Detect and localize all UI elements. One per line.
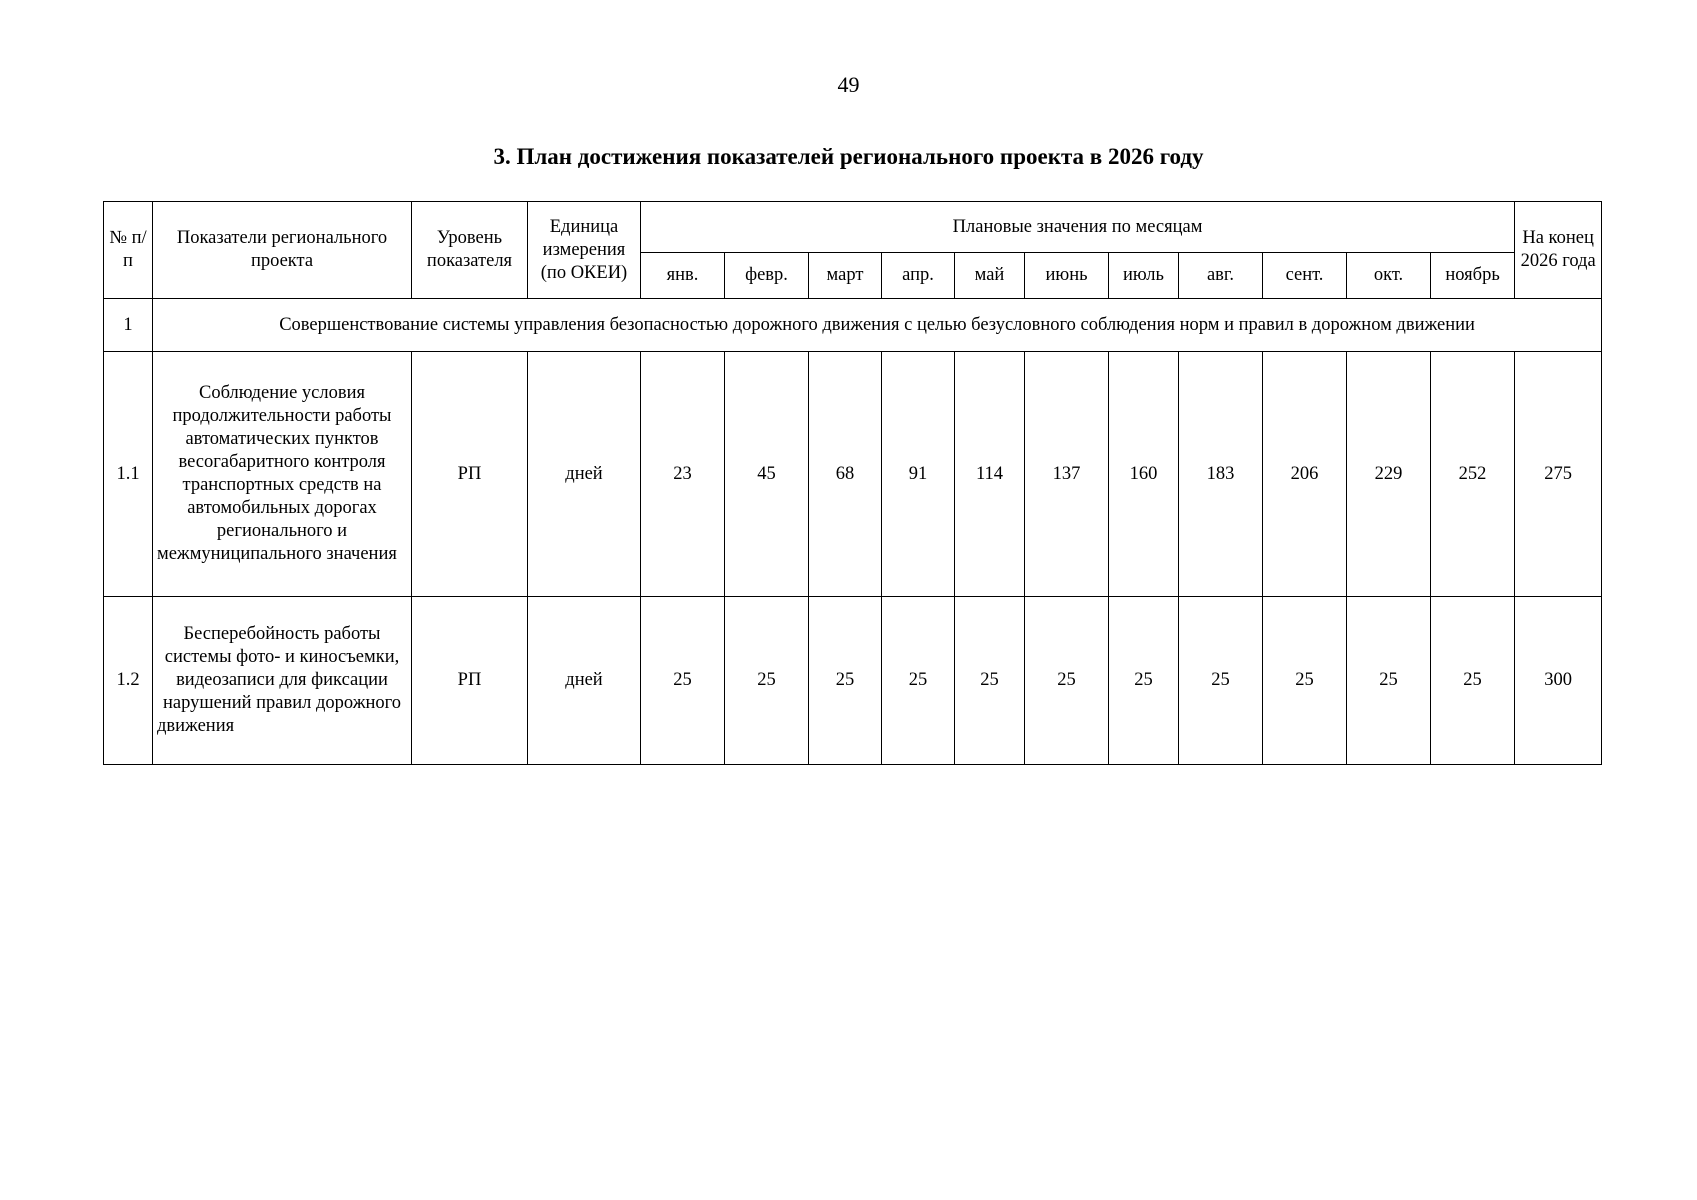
row-number: 1.1: [104, 352, 153, 597]
page-number: 49: [837, 72, 860, 97]
month-value: 25: [1109, 597, 1179, 765]
month-value: 183: [1179, 352, 1263, 597]
month-value: 160: [1109, 352, 1179, 597]
month-value: 25: [809, 597, 882, 765]
header-month: март: [809, 253, 882, 299]
header-monthly-values: Плановые значения по месяцам: [641, 202, 1515, 253]
document-title: 3. План достижения показателей регионального проекта в 2026 году: [493, 144, 1204, 169]
header-month: июнь: [1025, 253, 1109, 299]
header-month: май: [955, 253, 1025, 299]
section-number: 1: [104, 299, 153, 352]
month-value: 25: [1179, 597, 1263, 765]
header-level: Уровень показателя: [412, 202, 528, 299]
indicator-unit: дней: [528, 352, 641, 597]
month-value: 252: [1431, 352, 1515, 597]
end-of-year-value: 300: [1515, 597, 1602, 765]
indicators-plan-table: [103, 201, 1602, 765]
month-value: 25: [1431, 597, 1515, 765]
header-month: сент.: [1263, 253, 1347, 299]
header-month: янв.: [641, 253, 725, 299]
end-of-year-value: 275: [1515, 352, 1602, 597]
month-value: 25: [882, 597, 955, 765]
indicator-name: Бесперебойность работы системы фото- и киносъемки, видеозаписи для фиксации нарушений правил дорожного движения: [153, 597, 412, 765]
month-value: 206: [1263, 352, 1347, 597]
header-month: апр.: [882, 253, 955, 299]
month-value: 25: [641, 597, 725, 765]
month-value: 114: [955, 352, 1025, 597]
month-value: 25: [1263, 597, 1347, 765]
month-value: 23: [641, 352, 725, 597]
header-indicator: Показатели регионального проекта: [153, 202, 412, 299]
month-value: 25: [955, 597, 1025, 765]
table-row: [104, 352, 1602, 597]
month-value: 137: [1025, 352, 1109, 597]
header-month: февр.: [725, 253, 809, 299]
header-month: июль: [1109, 253, 1179, 299]
header-month: окт.: [1347, 253, 1431, 299]
month-value: 45: [725, 352, 809, 597]
section-title: Совершенствование системы управления безопасностью дорожного движения с целью безусловного соблюдения норм и правил в дорожном движении: [153, 299, 1602, 352]
header-month: ноябрь: [1431, 253, 1515, 299]
month-value: 229: [1347, 352, 1431, 597]
header-number: № п/п: [104, 202, 153, 299]
month-value: 25: [1347, 597, 1431, 765]
month-value: 68: [809, 352, 882, 597]
indicator-unit: дней: [528, 597, 641, 765]
indicator-level: РП: [412, 597, 528, 765]
month-value: 25: [1025, 597, 1109, 765]
header-end-of-year: На конец 2026 года: [1515, 202, 1602, 299]
indicator-name: Соблюдение условия продолжительности работы автоматических пунктов весогабаритного контроля транспортных средств на автомобильных дорогах регионального и межмуниципального значения: [153, 352, 412, 597]
header-unit: Единица измерения (по ОКЕИ): [528, 202, 641, 299]
table-row: [104, 597, 1602, 765]
month-value: 25: [725, 597, 809, 765]
section-row: [104, 299, 1602, 352]
row-number: 1.2: [104, 597, 153, 765]
month-value: 91: [882, 352, 955, 597]
header-month: авг.: [1179, 253, 1263, 299]
indicator-level: РП: [412, 352, 528, 597]
